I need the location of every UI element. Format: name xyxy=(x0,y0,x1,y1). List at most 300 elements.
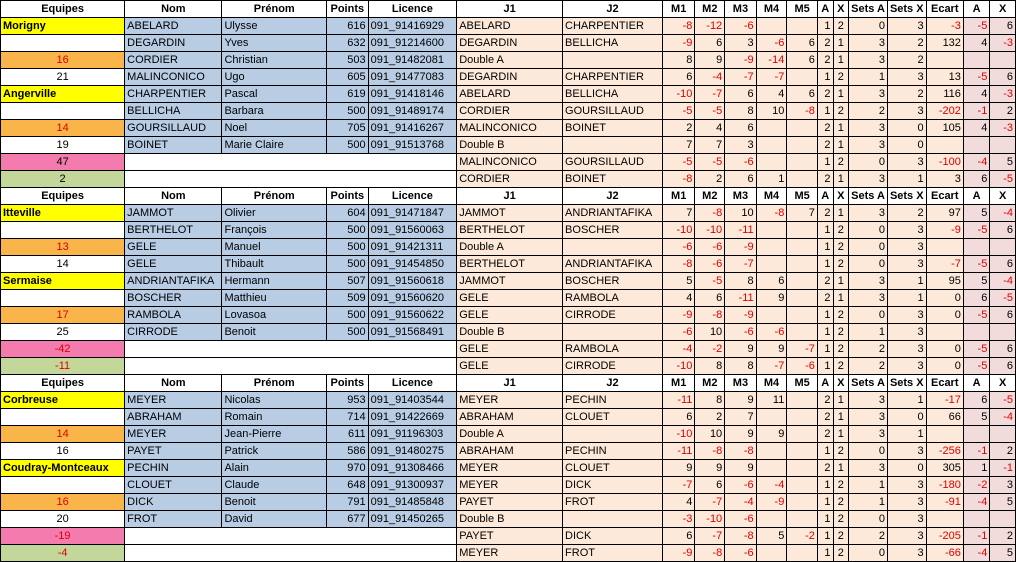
sets-x[interactable]: 3 xyxy=(887,154,926,171)
result-a[interactable] xyxy=(963,239,989,256)
team-cell[interactable]: -42 xyxy=(1,341,125,358)
match-m4[interactable]: -6 xyxy=(756,35,787,52)
result-a[interactable]: -4 xyxy=(963,545,989,562)
match-m2[interactable]: 2 xyxy=(695,409,725,426)
match-x[interactable]: 1 xyxy=(833,392,849,409)
team-cell[interactable]: 14 xyxy=(1,120,125,137)
sets-a[interactable]: 3 xyxy=(849,392,888,409)
ecart[interactable]: 95 xyxy=(926,273,963,290)
match-m5[interactable] xyxy=(787,120,818,137)
result-x[interactable]: -4 xyxy=(990,409,1016,426)
ecart[interactable]: -91 xyxy=(926,494,963,511)
team-cell[interactable] xyxy=(1,409,125,426)
sets-x[interactable]: 3 xyxy=(887,256,926,273)
player-prenom[interactable]: Hermann xyxy=(222,273,327,290)
match-m3[interactable]: 6 xyxy=(725,120,756,137)
match-m1[interactable]: -6 xyxy=(662,239,694,256)
match-m3[interactable]: -4 xyxy=(725,494,756,511)
result-a[interactable] xyxy=(963,52,989,69)
blank-cell[interactable] xyxy=(125,171,457,188)
player-nom[interactable]: GELE xyxy=(125,256,222,273)
result-x[interactable]: 2 xyxy=(990,528,1016,545)
result-x[interactable]: 3 xyxy=(990,477,1016,494)
player-licence[interactable]: 091_91482081 xyxy=(368,52,457,69)
player-prenom[interactable]: Pascal xyxy=(222,86,327,103)
match-j1[interactable]: CORDIER xyxy=(457,103,563,120)
match-m5[interactable] xyxy=(787,477,818,494)
result-a[interactable]: -5 xyxy=(963,18,989,35)
match-x[interactable]: 1 xyxy=(833,120,849,137)
match-j1[interactable]: MEYER xyxy=(457,392,563,409)
match-m3[interactable]: 3 xyxy=(725,35,756,52)
sets-a[interactable]: 3 xyxy=(849,409,888,426)
match-a[interactable]: 1 xyxy=(817,494,833,511)
match-a[interactable]: 2 xyxy=(817,120,833,137)
match-m5[interactable] xyxy=(787,426,818,443)
player-points[interactable]: 500 xyxy=(327,222,369,239)
match-j1[interactable]: JAMMOT xyxy=(457,273,563,290)
result-a[interactable]: 6 xyxy=(963,290,989,307)
sets-x[interactable]: 3 xyxy=(887,528,926,545)
match-x[interactable]: 2 xyxy=(833,154,849,171)
ecart[interactable]: -9 xyxy=(926,222,963,239)
player-licence[interactable]: 091_91513768 xyxy=(368,137,457,154)
match-m4[interactable]: -14 xyxy=(756,52,787,69)
match-x[interactable]: 2 xyxy=(833,256,849,273)
result-a[interactable] xyxy=(963,511,989,528)
match-x[interactable]: 2 xyxy=(833,511,849,528)
team-cell[interactable] xyxy=(1,222,125,239)
sets-x[interactable]: 2 xyxy=(887,86,926,103)
result-x[interactable]: -5 xyxy=(990,171,1016,188)
match-m4[interactable]: 10 xyxy=(756,103,787,120)
match-m5[interactable] xyxy=(787,69,818,86)
player-licence[interactable]: 091_91422669 xyxy=(368,409,457,426)
match-j1[interactable]: ABRAHAM xyxy=(457,409,563,426)
player-nom[interactable]: DEGARDIN xyxy=(125,35,222,52)
match-m4[interactable]: 11 xyxy=(756,392,787,409)
team-cell[interactable]: 16 xyxy=(1,494,125,511)
match-m4[interactable]: 6 xyxy=(756,273,787,290)
match-j1[interactable]: ABELARD xyxy=(457,86,563,103)
player-nom[interactable]: BERTHELOT xyxy=(125,222,222,239)
player-points[interactable]: 970 xyxy=(327,460,369,477)
match-m2[interactable]: -10 xyxy=(695,511,725,528)
player-points[interactable]: 648 xyxy=(327,477,369,494)
match-m4[interactable]: 5 xyxy=(756,528,787,545)
match-a[interactable]: 2 xyxy=(817,290,833,307)
player-prenom[interactable]: Noel xyxy=(222,120,327,137)
result-a[interactable]: 4 xyxy=(963,35,989,52)
player-nom[interactable]: GOURSILLAUD xyxy=(125,120,222,137)
player-licence[interactable]: 091_91485848 xyxy=(368,494,457,511)
team-cell[interactable] xyxy=(1,290,125,307)
sets-a[interactable]: 3 xyxy=(849,426,888,443)
match-m4[interactable]: 9 xyxy=(756,426,787,443)
team-cell[interactable] xyxy=(1,35,125,52)
match-j2[interactable]: FROT xyxy=(563,545,663,562)
match-j2[interactable]: BELLICHA xyxy=(563,86,663,103)
match-m1[interactable]: -11 xyxy=(662,392,694,409)
result-a[interactable]: 4 xyxy=(963,86,989,103)
player-points[interactable]: 632 xyxy=(327,35,369,52)
match-j2[interactable]: ANDRIANTAFIKA xyxy=(563,256,663,273)
match-m3[interactable]: 8 xyxy=(725,358,756,375)
match-m5[interactable] xyxy=(787,460,818,477)
player-prenom[interactable]: Lovasoa xyxy=(222,307,327,324)
result-a[interactable]: 6 xyxy=(963,392,989,409)
match-x[interactable]: 2 xyxy=(833,239,849,256)
sets-a[interactable]: 3 xyxy=(849,273,888,290)
match-j1[interactable]: BERTHELOT xyxy=(457,256,563,273)
sets-x[interactable]: 2 xyxy=(887,35,926,52)
sets-a[interactable]: 0 xyxy=(849,222,888,239)
result-x[interactable]: 5 xyxy=(990,154,1016,171)
match-j1[interactable]: Double B xyxy=(457,511,563,528)
player-points[interactable]: 507 xyxy=(327,273,369,290)
player-points[interactable]: 677 xyxy=(327,511,369,528)
result-a[interactable]: 4 xyxy=(963,120,989,137)
match-m5[interactable]: -6 xyxy=(787,358,818,375)
team-cell[interactable]: Corbreuse xyxy=(1,392,125,409)
sets-x[interactable]: 3 xyxy=(887,103,926,120)
match-a[interactable]: 1 xyxy=(817,18,833,35)
match-j1[interactable]: GELE xyxy=(457,358,563,375)
match-m2[interactable]: 9 xyxy=(695,460,725,477)
player-prenom[interactable]: Marie Claire xyxy=(222,137,327,154)
match-m3[interactable]: -11 xyxy=(725,222,756,239)
match-j2[interactable]: CLOUET xyxy=(563,460,663,477)
match-j1[interactable]: PAYET xyxy=(457,494,563,511)
result-a[interactable]: -4 xyxy=(963,154,989,171)
player-prenom[interactable]: Ugo xyxy=(222,69,327,86)
match-m4[interactable] xyxy=(756,154,787,171)
match-m3[interactable]: -6 xyxy=(725,545,756,562)
match-m1[interactable]: 8 xyxy=(662,52,694,69)
match-a[interactable]: 2 xyxy=(817,426,833,443)
player-licence[interactable]: 091_91560620 xyxy=(368,290,457,307)
match-m4[interactable]: -4 xyxy=(756,477,787,494)
match-m2[interactable]: -7 xyxy=(695,86,725,103)
player-points[interactable]: 586 xyxy=(327,443,369,460)
match-j1[interactable]: DEGARDIN xyxy=(457,35,563,52)
match-m2[interactable]: -12 xyxy=(695,18,725,35)
sets-x[interactable]: 0 xyxy=(887,120,926,137)
player-points[interactable]: 616 xyxy=(327,18,369,35)
match-m4[interactable]: -8 xyxy=(756,205,787,222)
match-j1[interactable]: MEYER xyxy=(457,545,563,562)
team-cell[interactable]: 20 xyxy=(1,511,125,528)
match-m2[interactable]: -8 xyxy=(695,205,725,222)
ecart[interactable]: -66 xyxy=(926,545,963,562)
match-a[interactable]: 1 xyxy=(817,154,833,171)
result-a[interactable]: -5 xyxy=(963,256,989,273)
ecart[interactable]: -180 xyxy=(926,477,963,494)
sets-a[interactable]: 1 xyxy=(849,69,888,86)
player-nom[interactable]: JAMMOT xyxy=(125,205,222,222)
sets-x[interactable]: 0 xyxy=(887,409,926,426)
match-m5[interactable] xyxy=(787,239,818,256)
match-m3[interactable]: 6 xyxy=(725,171,756,188)
sets-x[interactable]: 3 xyxy=(887,324,926,341)
player-points[interactable]: 705 xyxy=(327,120,369,137)
player-licence[interactable]: 091_91418146 xyxy=(368,86,457,103)
match-m4[interactable] xyxy=(756,511,787,528)
match-x[interactable]: 2 xyxy=(833,18,849,35)
sets-x[interactable]: 3 xyxy=(887,222,926,239)
match-m4[interactable] xyxy=(756,137,787,154)
match-a[interactable]: 1 xyxy=(817,307,833,324)
ecart[interactable]: -256 xyxy=(926,443,963,460)
match-m2[interactable]: 6 xyxy=(695,290,725,307)
match-x[interactable]: 2 xyxy=(833,528,849,545)
ecart[interactable]: 305 xyxy=(926,460,963,477)
result-a[interactable] xyxy=(963,324,989,341)
ecart[interactable] xyxy=(926,137,963,154)
sets-a[interactable]: 3 xyxy=(849,460,888,477)
result-x[interactable]: -1 xyxy=(990,460,1016,477)
match-m2[interactable]: -4 xyxy=(695,69,725,86)
match-j1[interactable]: Double A xyxy=(457,426,563,443)
result-x[interactable]: 2 xyxy=(990,443,1016,460)
match-x[interactable]: 1 xyxy=(833,86,849,103)
sets-a[interactable]: 0 xyxy=(849,443,888,460)
match-x[interactable]: 1 xyxy=(833,409,849,426)
match-j2[interactable]: CLOUET xyxy=(563,409,663,426)
match-j2[interactable]: CHARPENTIER xyxy=(563,18,663,35)
match-j1[interactable]: Double A xyxy=(457,52,563,69)
match-x[interactable]: 1 xyxy=(833,205,849,222)
sets-x[interactable]: 1 xyxy=(887,426,926,443)
result-x[interactable]: -3 xyxy=(990,35,1016,52)
match-j2[interactable] xyxy=(563,324,663,341)
sets-a[interactable]: 2 xyxy=(849,358,888,375)
player-licence[interactable]: 091_91477083 xyxy=(368,69,457,86)
player-prenom[interactable]: Patrick xyxy=(222,443,327,460)
match-m5[interactable] xyxy=(787,324,818,341)
match-m3[interactable]: 9 xyxy=(725,392,756,409)
team-cell[interactable] xyxy=(1,103,125,120)
match-m5[interactable] xyxy=(787,392,818,409)
match-j2[interactable] xyxy=(563,239,663,256)
player-prenom[interactable]: Alain xyxy=(222,460,327,477)
sets-x[interactable]: 1 xyxy=(887,290,926,307)
match-m3[interactable]: -6 xyxy=(725,154,756,171)
match-m5[interactable] xyxy=(787,409,818,426)
match-a[interactable]: 1 xyxy=(817,69,833,86)
match-m2[interactable]: -8 xyxy=(695,443,725,460)
result-a[interactable]: -5 xyxy=(963,358,989,375)
match-j2[interactable]: DICK xyxy=(563,528,663,545)
match-a[interactable]: 2 xyxy=(817,52,833,69)
player-licence[interactable]: 091_91568491 xyxy=(368,324,457,341)
match-m4[interactable]: 1 xyxy=(756,171,787,188)
player-nom[interactable]: CIRRODE xyxy=(125,324,222,341)
match-m1[interactable]: -9 xyxy=(662,545,694,562)
match-m3[interactable]: -6 xyxy=(725,477,756,494)
sets-a[interactable]: 0 xyxy=(849,545,888,562)
match-m3[interactable]: 8 xyxy=(725,273,756,290)
match-x[interactable]: 1 xyxy=(833,273,849,290)
match-m2[interactable]: -7 xyxy=(695,528,725,545)
ecart[interactable]: 3 xyxy=(926,171,963,188)
match-m5[interactable] xyxy=(787,273,818,290)
player-prenom[interactable]: Christian xyxy=(222,52,327,69)
match-m1[interactable]: -11 xyxy=(662,443,694,460)
result-x[interactable] xyxy=(990,511,1016,528)
sets-a[interactable]: 3 xyxy=(849,52,888,69)
player-prenom[interactable]: François xyxy=(222,222,327,239)
player-prenom[interactable]: Ulysse xyxy=(222,18,327,35)
blank-cell[interactable] xyxy=(125,358,457,375)
match-a[interactable]: 1 xyxy=(817,358,833,375)
match-m4[interactable] xyxy=(756,222,787,239)
match-m4[interactable]: 9 xyxy=(756,290,787,307)
result-x[interactable]: 6 xyxy=(990,358,1016,375)
ecart[interactable] xyxy=(926,511,963,528)
result-x[interactable]: 6 xyxy=(990,18,1016,35)
match-m1[interactable]: 4 xyxy=(662,494,694,511)
match-j1[interactable]: Double B xyxy=(457,324,563,341)
result-x[interactable] xyxy=(990,137,1016,154)
match-a[interactable]: 2 xyxy=(817,137,833,154)
blank-cell[interactable] xyxy=(125,341,457,358)
match-m5[interactable] xyxy=(787,290,818,307)
player-licence[interactable]: 091_91308466 xyxy=(368,460,457,477)
player-licence[interactable]: 091_91421311 xyxy=(368,239,457,256)
match-m3[interactable]: -7 xyxy=(725,69,756,86)
match-j1[interactable]: MEYER xyxy=(457,460,563,477)
result-x[interactable]: 6 xyxy=(990,307,1016,324)
result-x[interactable]: 5 xyxy=(990,494,1016,511)
match-a[interactable]: 1 xyxy=(817,103,833,120)
result-x[interactable]: -4 xyxy=(990,273,1016,290)
match-m3[interactable]: -9 xyxy=(725,52,756,69)
sets-a[interactable]: 0 xyxy=(849,18,888,35)
match-a[interactable]: 1 xyxy=(817,528,833,545)
player-nom[interactable]: CLOUET xyxy=(125,477,222,494)
match-m2[interactable]: -8 xyxy=(695,545,725,562)
match-m1[interactable]: -5 xyxy=(662,103,694,120)
match-x[interactable]: 1 xyxy=(833,171,849,188)
sets-x[interactable]: 3 xyxy=(887,358,926,375)
result-a[interactable]: -5 xyxy=(963,222,989,239)
player-prenom[interactable]: Claude xyxy=(222,477,327,494)
team-cell[interactable]: Morigny xyxy=(1,18,125,35)
match-m3[interactable]: 6 xyxy=(725,86,756,103)
match-m4[interactable]: -7 xyxy=(756,69,787,86)
match-j2[interactable]: CIRRODE xyxy=(563,307,663,324)
result-x[interactable]: -5 xyxy=(990,290,1016,307)
match-j2[interactable]: RAMBOLA xyxy=(563,341,663,358)
match-m3[interactable]: 9 xyxy=(725,426,756,443)
player-points[interactable]: 619 xyxy=(327,86,369,103)
match-x[interactable]: 2 xyxy=(833,341,849,358)
player-prenom[interactable]: Yves xyxy=(222,35,327,52)
player-licence[interactable]: 091_91416267 xyxy=(368,120,457,137)
sets-x[interactable]: 2 xyxy=(887,205,926,222)
match-j2[interactable]: PECHIN xyxy=(563,392,663,409)
match-m5[interactable]: 7 xyxy=(787,205,818,222)
sets-a[interactable]: 0 xyxy=(849,154,888,171)
match-m1[interactable]: -10 xyxy=(662,426,694,443)
match-m3[interactable]: -6 xyxy=(725,511,756,528)
player-points[interactable]: 503 xyxy=(327,52,369,69)
match-m2[interactable]: 9 xyxy=(695,52,725,69)
match-m1[interactable]: -4 xyxy=(662,341,694,358)
match-m5[interactable] xyxy=(787,171,818,188)
match-j1[interactable]: CORDIER xyxy=(457,171,563,188)
ecart[interactable]: 116 xyxy=(926,86,963,103)
ecart[interactable]: 105 xyxy=(926,120,963,137)
result-a[interactable]: -5 xyxy=(963,69,989,86)
player-nom[interactable]: MEYER xyxy=(125,392,222,409)
match-m3[interactable]: 9 xyxy=(725,460,756,477)
match-m4[interactable]: 4 xyxy=(756,86,787,103)
match-m5[interactable] xyxy=(787,154,818,171)
result-a[interactable]: 1 xyxy=(963,460,989,477)
result-x[interactable]: -3 xyxy=(990,120,1016,137)
ecart[interactable]: 66 xyxy=(926,409,963,426)
result-x[interactable]: 6 xyxy=(990,222,1016,239)
match-m3[interactable]: -8 xyxy=(725,443,756,460)
match-m1[interactable]: -9 xyxy=(662,307,694,324)
match-m4[interactable]: -6 xyxy=(756,324,787,341)
match-x[interactable]: 2 xyxy=(833,307,849,324)
match-m4[interactable] xyxy=(756,460,787,477)
ecart[interactable]: 13 xyxy=(926,69,963,86)
player-licence[interactable]: 091_91416929 xyxy=(368,18,457,35)
result-a[interactable]: -1 xyxy=(963,103,989,120)
match-m1[interactable]: -6 xyxy=(662,324,694,341)
team-cell[interactable]: 13 xyxy=(1,239,125,256)
match-j2[interactable]: BOINET xyxy=(563,171,663,188)
match-x[interactable]: 1 xyxy=(833,35,849,52)
match-x[interactable]: 1 xyxy=(833,426,849,443)
match-j1[interactable]: GELE xyxy=(457,341,563,358)
player-nom[interactable]: BELLICHA xyxy=(125,103,222,120)
match-x[interactable]: 2 xyxy=(833,324,849,341)
sets-a[interactable]: 1 xyxy=(849,477,888,494)
team-cell[interactable]: Sermaise xyxy=(1,273,125,290)
ecart[interactable] xyxy=(926,239,963,256)
match-m1[interactable]: -8 xyxy=(662,18,694,35)
match-m4[interactable] xyxy=(756,18,787,35)
match-m2[interactable]: 2 xyxy=(695,171,725,188)
match-a[interactable]: 2 xyxy=(817,171,833,188)
match-m1[interactable]: -9 xyxy=(662,35,694,52)
match-m1[interactable]: -10 xyxy=(662,86,694,103)
match-m5[interactable] xyxy=(787,511,818,528)
match-m5[interactable]: -2 xyxy=(787,528,818,545)
player-licence[interactable]: 091_91489174 xyxy=(368,103,457,120)
result-x[interactable]: -3 xyxy=(990,86,1016,103)
result-x[interactable]: 5 xyxy=(990,545,1016,562)
match-m1[interactable]: 4 xyxy=(662,290,694,307)
match-m2[interactable]: -2 xyxy=(695,341,725,358)
sets-a[interactable]: 3 xyxy=(849,35,888,52)
result-a[interactable]: -1 xyxy=(963,528,989,545)
match-m3[interactable]: 8 xyxy=(725,103,756,120)
player-points[interactable]: 500 xyxy=(327,307,369,324)
team-cell[interactable]: 16 xyxy=(1,52,125,69)
result-a[interactable]: 5 xyxy=(963,409,989,426)
player-nom[interactable]: BOINET xyxy=(125,137,222,154)
match-x[interactable]: 1 xyxy=(833,137,849,154)
sets-x[interactable]: 3 xyxy=(887,307,926,324)
sets-a[interactable]: 0 xyxy=(849,307,888,324)
match-m4[interactable]: -9 xyxy=(756,494,787,511)
